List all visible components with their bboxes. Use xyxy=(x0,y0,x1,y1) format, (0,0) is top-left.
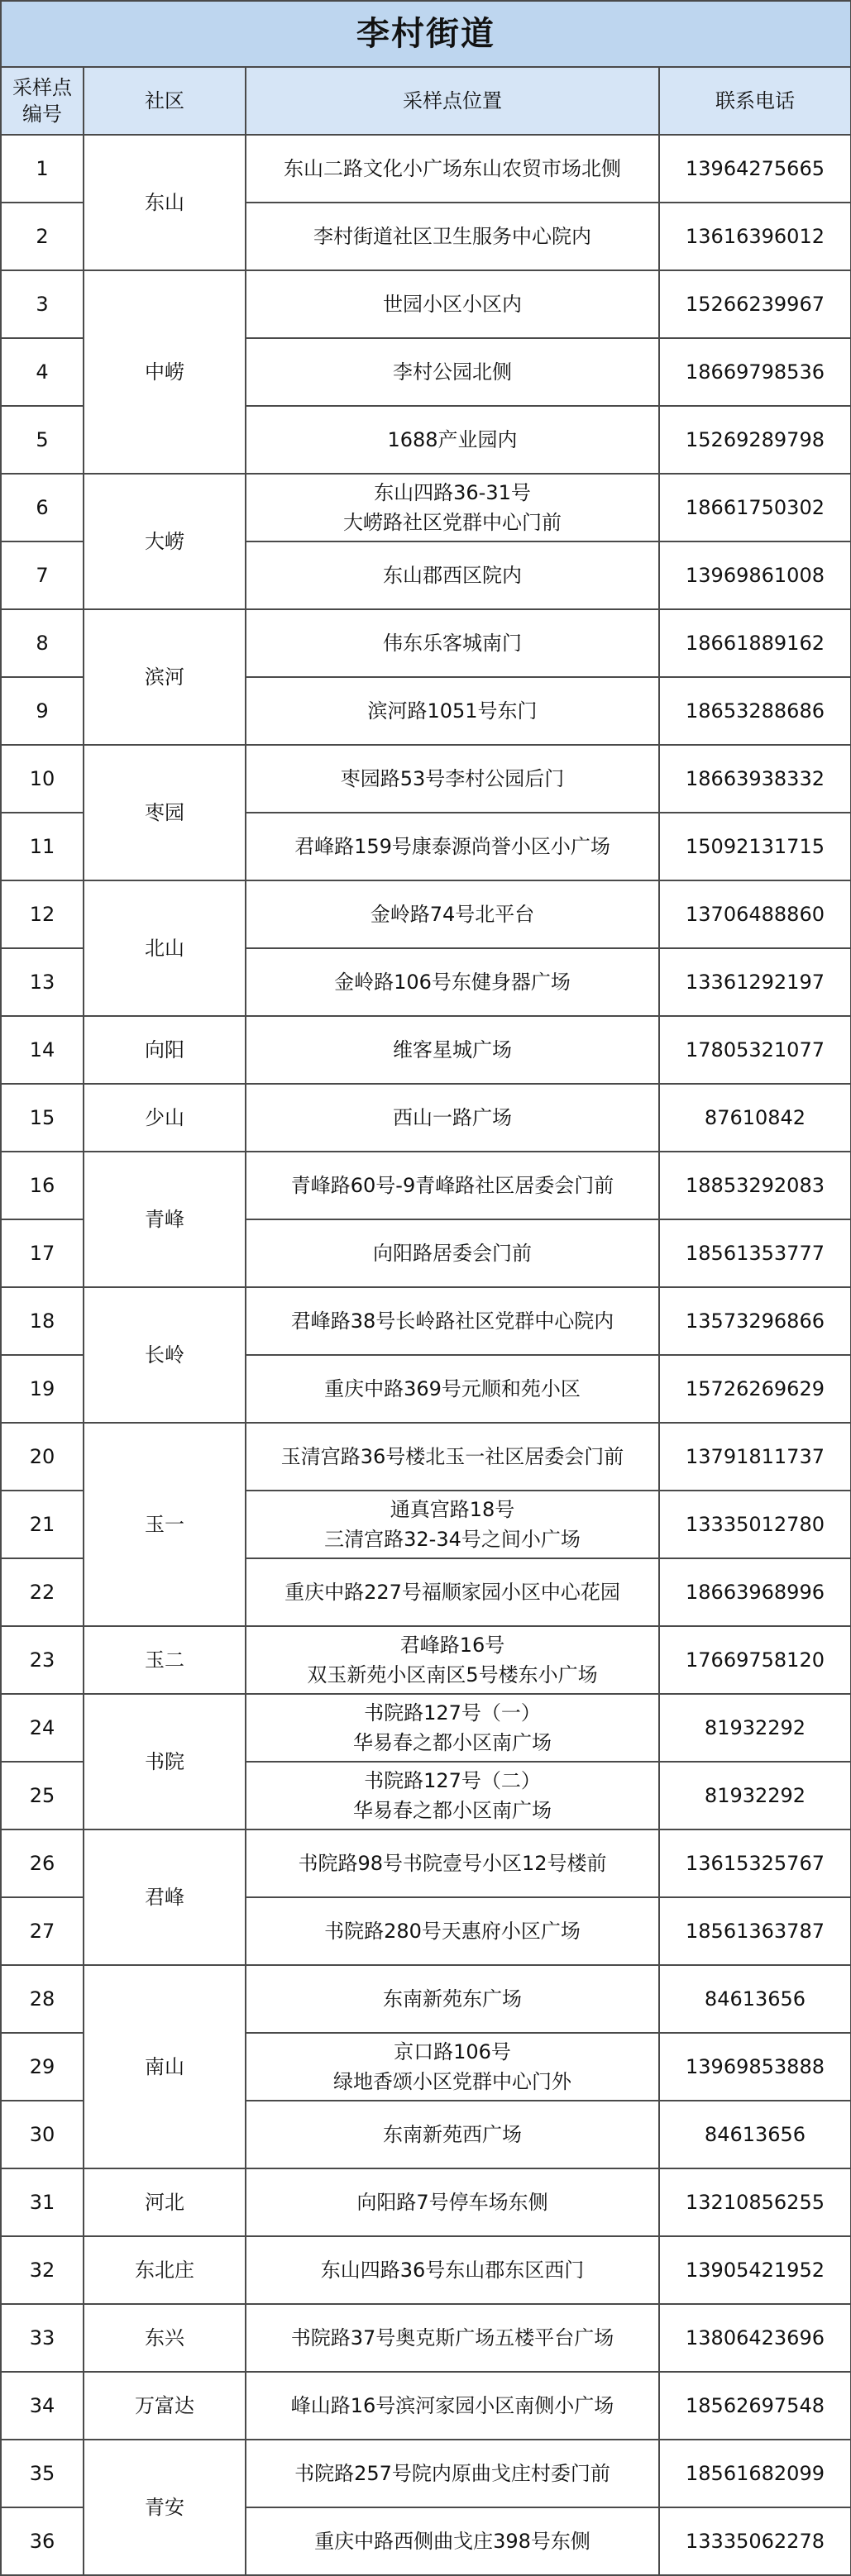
contact-phone: 18661889162 xyxy=(659,609,851,677)
community-name: 东北庄 xyxy=(84,2236,246,2304)
site-location: 东山四路36号东山郡东区西门 xyxy=(246,2236,659,2304)
community-name: 东兴 xyxy=(84,2304,246,2372)
site-location: 世园小区小区内 xyxy=(246,270,659,338)
community-name: 书院 xyxy=(84,1694,246,1829)
table-row xyxy=(1,135,851,203)
site-location: 通真宫路18号 三清宫路32-34号之间小广场 xyxy=(246,1491,659,1558)
site-number: 24 xyxy=(1,1694,84,1762)
community-name: 君峰 xyxy=(84,1829,246,1965)
site-number: 13 xyxy=(1,948,84,1016)
table-body xyxy=(1,135,851,2575)
site-location: 滨河路1051号东门 xyxy=(246,677,659,745)
contact-phone: 13615325767 xyxy=(659,1829,851,1897)
community-name: 滨河 xyxy=(84,609,246,745)
site-location: 书院路98号书院壹号小区12号楼前 xyxy=(246,1829,659,1897)
contact-phone: 13361292197 xyxy=(659,948,851,1016)
site-location: 李村街道社区卫生服务中心院内 xyxy=(246,203,659,270)
header-community: 社区 xyxy=(84,67,246,135)
site-number: 33 xyxy=(1,2304,84,2372)
contact-phone: 18561353777 xyxy=(659,1219,851,1287)
site-location: 书院路127号（二） 华易春之都小区南广场 xyxy=(246,1762,659,1829)
community-name: 长岭 xyxy=(84,1287,246,1423)
site-location: 重庆中路369号元顺和苑小区 xyxy=(246,1355,659,1423)
community-name: 玉一 xyxy=(84,1423,246,1626)
contact-phone: 13969861008 xyxy=(659,541,851,609)
site-location: 青峰路60号-9青峰路社区居委会门前 xyxy=(246,1152,659,1219)
title-row xyxy=(1,1,851,67)
site-location: 金岭路106号东健身器广场 xyxy=(246,948,659,1016)
header-location: 采样点位置 xyxy=(246,67,659,135)
site-number: 8 xyxy=(1,609,84,677)
site-location: 书院路280号天惠府小区广场 xyxy=(246,1897,659,1965)
site-number: 25 xyxy=(1,1762,84,1829)
contact-phone: 81932292 xyxy=(659,1762,851,1829)
site-location: 向阳路居委会门前 xyxy=(246,1219,659,1287)
site-number: 23 xyxy=(1,1626,84,1694)
site-number: 11 xyxy=(1,813,84,880)
contact-phone: 13335062278 xyxy=(659,2507,851,2575)
site-number: 6 xyxy=(1,474,84,541)
site-location: 书院路127号（一） 华易春之都小区南广场 xyxy=(246,1694,659,1762)
community-name: 大崂 xyxy=(84,474,246,609)
site-location: 维客星城广场 xyxy=(246,1016,659,1084)
site-number: 14 xyxy=(1,1016,84,1084)
header-phone: 联系电话 xyxy=(659,67,851,135)
table-row xyxy=(1,1829,851,1897)
site-number: 29 xyxy=(1,2033,84,2101)
community-name: 青峰 xyxy=(84,1152,246,1287)
contact-phone: 13791811737 xyxy=(659,1423,851,1491)
contact-phone: 17669758120 xyxy=(659,1626,851,1694)
site-number: 32 xyxy=(1,2236,84,2304)
site-number: 28 xyxy=(1,1965,84,2033)
community-name: 向阳 xyxy=(84,1016,246,1084)
table-row xyxy=(1,270,851,338)
contact-phone: 15269289798 xyxy=(659,406,851,474)
site-number: 21 xyxy=(1,1491,84,1558)
site-location: 东山郡西区院内 xyxy=(246,541,659,609)
table-row xyxy=(1,1694,851,1762)
table-row xyxy=(1,474,851,541)
table-row xyxy=(1,609,851,677)
site-number: 31 xyxy=(1,2168,84,2236)
community-name: 东山 xyxy=(84,135,246,270)
community-name: 南山 xyxy=(84,1965,246,2168)
header-number: 采样点 编号 xyxy=(1,67,84,135)
site-number: 19 xyxy=(1,1355,84,1423)
site-number: 10 xyxy=(1,745,84,813)
contact-phone: 18661750302 xyxy=(659,474,851,541)
community-name: 北山 xyxy=(84,880,246,1016)
contact-phone: 13616396012 xyxy=(659,203,851,270)
site-number: 15 xyxy=(1,1084,84,1152)
contact-phone: 13706488860 xyxy=(659,880,851,948)
contact-phone: 13905421952 xyxy=(659,2236,851,2304)
site-location: 重庆中路227号福顺家园小区中心花园 xyxy=(246,1558,659,1626)
community-name: 玉二 xyxy=(84,1626,246,1694)
site-number: 7 xyxy=(1,541,84,609)
site-location: 枣园路53号李村公园后门 xyxy=(246,745,659,813)
contact-phone: 15726269629 xyxy=(659,1355,851,1423)
site-location: 东南新苑西广场 xyxy=(246,2101,659,2168)
contact-phone: 84613656 xyxy=(659,2101,851,2168)
table-row xyxy=(1,1626,851,1694)
contact-phone: 18669798536 xyxy=(659,338,851,406)
site-location: 重庆中路西侧曲戈庄398号东侧 xyxy=(246,2507,659,2575)
header-row xyxy=(1,67,851,135)
contact-phone: 13335012780 xyxy=(659,1491,851,1558)
site-number: 18 xyxy=(1,1287,84,1355)
community-name: 万富达 xyxy=(84,2372,246,2440)
site-location: 东南新苑东广场 xyxy=(246,1965,659,2033)
table-row xyxy=(1,745,851,813)
site-location: 1688产业园内 xyxy=(246,406,659,474)
site-location: 向阳路7号停车场东侧 xyxy=(246,2168,659,2236)
contact-phone: 15092131715 xyxy=(659,813,851,880)
contact-phone: 18853292083 xyxy=(659,1152,851,1219)
site-number: 17 xyxy=(1,1219,84,1287)
community-name: 河北 xyxy=(84,2168,246,2236)
site-number: 26 xyxy=(1,1829,84,1897)
contact-phone: 18562697548 xyxy=(659,2372,851,2440)
site-location: 西山一路广场 xyxy=(246,1084,659,1152)
table-row xyxy=(1,880,851,948)
site-number: 1 xyxy=(1,135,84,203)
contact-phone: 81932292 xyxy=(659,1694,851,1762)
table-row xyxy=(1,2440,851,2507)
table-row xyxy=(1,1152,851,1219)
site-location: 书院路37号奥克斯广场五楼平台广场 xyxy=(246,2304,659,2372)
contact-phone: 13969853888 xyxy=(659,2033,851,2101)
community-name: 少山 xyxy=(84,1084,246,1152)
site-location: 金岭路74号北平台 xyxy=(246,880,659,948)
site-number: 30 xyxy=(1,2101,84,2168)
table-row xyxy=(1,1016,851,1084)
site-location: 李村公园北侧 xyxy=(246,338,659,406)
table-row xyxy=(1,1423,851,1491)
site-number: 16 xyxy=(1,1152,84,1219)
contact-phone: 18561682099 xyxy=(659,2440,851,2507)
site-location: 君峰路159号康泰源尚誉小区小广场 xyxy=(246,813,659,880)
table-row xyxy=(1,1287,851,1355)
site-number: 35 xyxy=(1,2440,84,2507)
site-number: 34 xyxy=(1,2372,84,2440)
contact-phone: 13964275665 xyxy=(659,135,851,203)
site-number: 12 xyxy=(1,880,84,948)
community-name: 中崂 xyxy=(84,270,246,474)
contact-phone: 18663938332 xyxy=(659,745,851,813)
contact-phone: 87610842 xyxy=(659,1084,851,1152)
site-number: 4 xyxy=(1,338,84,406)
contact-phone: 84613656 xyxy=(659,1965,851,2033)
site-location: 书院路257号院内原曲戈庄村委门前 xyxy=(246,2440,659,2507)
site-number: 5 xyxy=(1,406,84,474)
table-title: 李村街道 xyxy=(1,1,851,67)
contact-phone: 13210856255 xyxy=(659,2168,851,2236)
contact-phone: 18663968996 xyxy=(659,1558,851,1626)
contact-phone: 18561363787 xyxy=(659,1897,851,1965)
site-location: 东山四路36-31号 大崂路社区党群中心门前 xyxy=(246,474,659,541)
table-row xyxy=(1,1965,851,2033)
site-number: 9 xyxy=(1,677,84,745)
site-location: 君峰路38号长岭路社区党群中心院内 xyxy=(246,1287,659,1355)
contact-phone: 18653288686 xyxy=(659,677,851,745)
community-name: 青安 xyxy=(84,2440,246,2575)
site-number: 22 xyxy=(1,1558,84,1626)
site-location: 君峰路16号 双玉新苑小区南区5号楼东小广场 xyxy=(246,1626,659,1694)
table-row xyxy=(1,2236,851,2304)
table-row xyxy=(1,1084,851,1152)
site-location: 峰山路16号滨河家园小区南侧小广场 xyxy=(246,2372,659,2440)
site-number: 2 xyxy=(1,203,84,270)
site-location: 玉清宫路36号楼北玉一社区居委会门前 xyxy=(246,1423,659,1491)
table-row xyxy=(1,2304,851,2372)
site-location: 京口路106号 绿地香颂小区党群中心门外 xyxy=(246,2033,659,2101)
site-number: 20 xyxy=(1,1423,84,1491)
site-location: 伟东乐客城南门 xyxy=(246,609,659,677)
site-number: 3 xyxy=(1,270,84,338)
table-row xyxy=(1,2372,851,2440)
site-location: 东山二路文化小广场东山农贸市场北侧 xyxy=(246,135,659,203)
contact-phone: 17805321077 xyxy=(659,1016,851,1084)
contact-phone: 15266239967 xyxy=(659,270,851,338)
contact-phone: 13806423696 xyxy=(659,2304,851,2372)
community-name: 枣园 xyxy=(84,745,246,880)
site-number: 27 xyxy=(1,1897,84,1965)
site-number: 36 xyxy=(1,2507,84,2575)
table-row xyxy=(1,2168,851,2236)
contact-phone: 13573296866 xyxy=(659,1287,851,1355)
